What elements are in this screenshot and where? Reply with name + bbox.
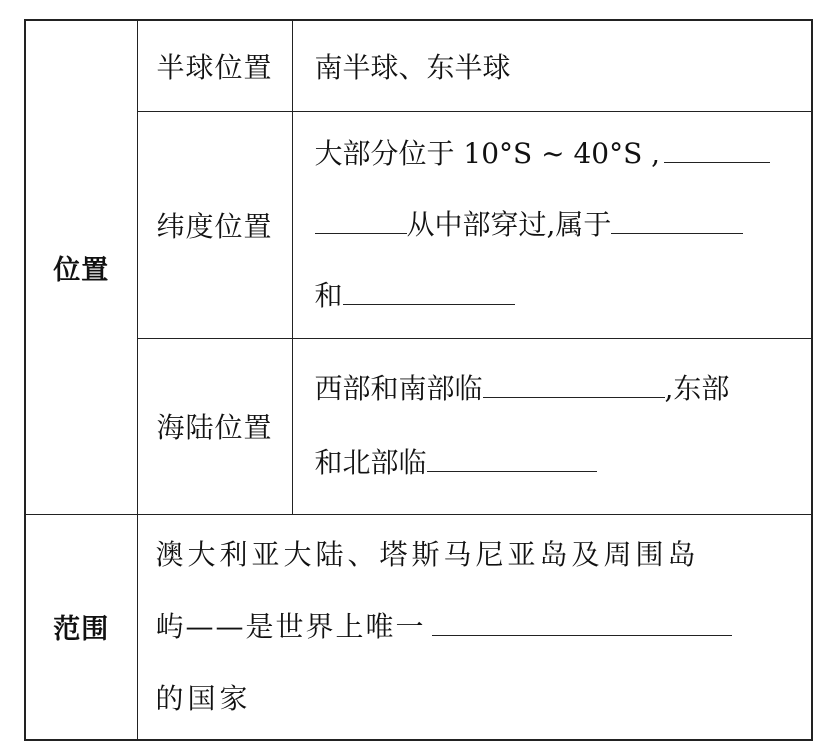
latitude-line-2 [315,189,800,260]
subcategory-cell-sea-land [137,338,292,514]
content-cell-latitude [292,111,812,338]
fill-blank-climate-zone-2[interactable] [343,303,515,305]
content-cell-sea-land [292,338,812,514]
fill-blank-tropic-line-cont[interactable] [315,232,407,234]
category-cell-position [25,20,137,514]
latitude-text-1: 大部分位于 10°S ~ 40°S , [314,137,661,170]
scope-line-2 [156,591,800,663]
sea-land-text-1: 西部和南部临 [314,372,483,405]
sea-land-text-2: 和北部临 [314,446,427,479]
fill-blank-unique-country[interactable] [432,634,732,636]
fill-blank-climate-zone-1[interactable] [611,232,743,234]
subcategory-cell-latitude [137,111,292,338]
sea-land-suffix-1: ,东部 [664,372,730,405]
category-label-scope: 范围 [53,614,110,646]
fill-blank-west-south-ocean[interactable] [483,396,665,398]
subcategory-label-sea-land: 海陆位置 [156,411,273,444]
latitude-line-1 [315,118,800,189]
content-cell-hemisphere [292,20,812,111]
fill-blank-east-north-ocean[interactable] [427,470,597,472]
content-cell-scope [137,514,812,740]
sea-land-line-1 [315,352,800,426]
category-label-position: 位置 [53,254,110,286]
subcategory-label-hemisphere: 半球位置 [156,50,273,84]
latitude-text-3: 和 [314,279,343,312]
latitude-line-3 [315,260,800,331]
table-row-scope [25,514,812,740]
subcategory-cell-hemisphere [137,20,292,111]
subcategory-label-latitude: 纬度位置 [156,209,273,243]
scope-line-1: 澳大利亚大陆、塔斯马尼亚岛及周围岛 [155,537,700,571]
table-row-latitude [25,111,812,338]
scope-line-3: 的国家 [155,681,252,715]
category-cell-scope [25,514,137,740]
table-row-hemisphere [25,20,812,111]
fill-blank-tropic-line[interactable] [664,161,770,163]
sea-land-line-2 [315,426,800,500]
hemisphere-value: 南半球、东半球 [314,50,511,84]
worksheet-table [24,19,813,741]
scope-text-2: 屿——是世界上唯一 [155,609,426,643]
latitude-text-2: 从中部穿过,属于 [406,208,612,241]
table-row-sea-land [25,338,812,514]
